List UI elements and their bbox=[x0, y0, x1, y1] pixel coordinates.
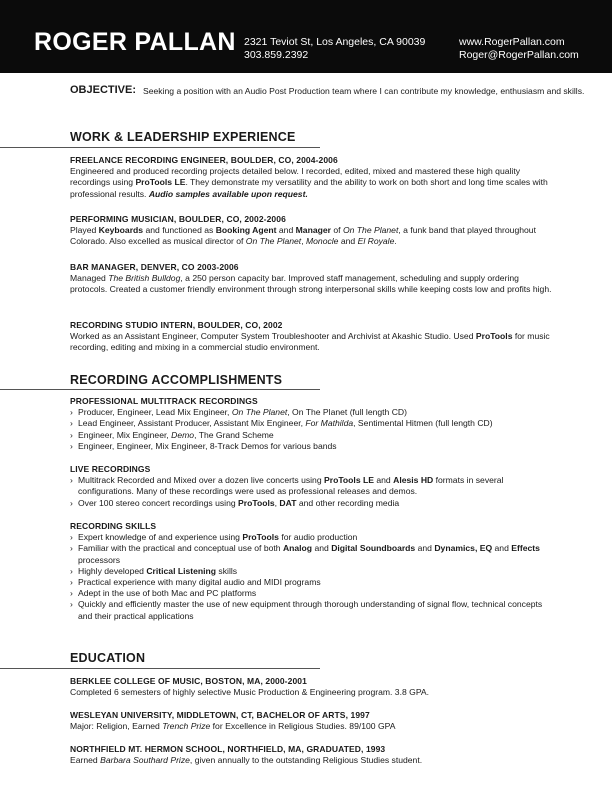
list-item: › Practical experience with many digital audio and MIDI programs bbox=[70, 577, 552, 588]
contact-web-block bbox=[459, 36, 579, 62]
text: ProTools bbox=[238, 497, 275, 508]
list-item: › Quickly and efficiently master the use of new equipment through thorough understanding of signal flow, technical concepts and their practical applications bbox=[70, 599, 552, 621]
text: and bbox=[492, 543, 512, 554]
text: Earned bbox=[70, 755, 101, 766]
list-item bbox=[70, 441, 552, 452]
list-item bbox=[70, 430, 552, 441]
text: Engineer, Mix Engineer, bbox=[78, 429, 172, 440]
text: . bbox=[394, 236, 397, 247]
text: Alesis HD bbox=[393, 475, 434, 486]
text: Keyboards bbox=[98, 225, 144, 236]
text: On The Planet bbox=[342, 225, 399, 236]
job-description bbox=[70, 273, 552, 295]
job-description bbox=[70, 225, 552, 247]
text: , bbox=[274, 497, 280, 508]
text: skills bbox=[216, 565, 238, 576]
section-heading-accomplishments: RECORDING ACCOMPLISHMENTS bbox=[70, 373, 283, 387]
list-item bbox=[70, 418, 552, 429]
text: Booking Agent bbox=[215, 225, 277, 236]
website-link[interactable]: www.RogerPallan.com bbox=[459, 36, 565, 48]
text: Critical Listening bbox=[146, 565, 217, 576]
job-description bbox=[70, 331, 552, 353]
text: ProTools bbox=[242, 532, 279, 543]
list-item bbox=[70, 475, 552, 497]
multitrack-list bbox=[70, 407, 552, 452]
text: Dynamics, EQ bbox=[434, 543, 493, 554]
text: Analog bbox=[282, 543, 313, 554]
section-heading-education: EDUCATION bbox=[70, 651, 146, 665]
list-item bbox=[70, 407, 552, 418]
text: Manager bbox=[295, 225, 331, 236]
text: Managed bbox=[70, 273, 109, 284]
text: Demo bbox=[171, 429, 195, 440]
text: Worked as an Assistant Engineer, Computer System Troubleshooter and Archivist at Akashic Studio. Used bbox=[70, 331, 476, 342]
text: for audio production bbox=[278, 532, 358, 543]
text: Trench Prize bbox=[162, 721, 211, 732]
objective bbox=[70, 86, 590, 98]
job-title: PERFORMING MUSICIAN, BOULDER, CO, 2002-2006 bbox=[70, 214, 286, 224]
text: ProTools LE bbox=[324, 475, 374, 486]
school-berklee bbox=[70, 676, 552, 698]
section-divider bbox=[0, 668, 320, 669]
live-list bbox=[70, 475, 552, 509]
text: , Sentimental Hitmen (full length CD) bbox=[353, 418, 493, 429]
text: formats in several configurations. Many of these recordings were used as professional releases and demos. bbox=[78, 475, 504, 497]
list-item bbox=[70, 543, 552, 565]
text: El Royale bbox=[357, 236, 395, 247]
text: Multitrack Recorded and Mixed over a dozen live concerts using bbox=[78, 475, 324, 486]
text: ProTools LE bbox=[135, 177, 186, 188]
text: , a funk band that played throughout Colorado. Also excelled as musical director of bbox=[70, 225, 536, 247]
text: and bbox=[338, 236, 358, 247]
list-item: › Adept in the use of both Mac and PC platforms bbox=[70, 588, 552, 599]
school-description bbox=[70, 755, 552, 766]
text: , given annually to the outstanding Religious Studies student. bbox=[189, 755, 423, 766]
contact-address-block bbox=[244, 36, 425, 62]
text: Over 100 stereo concert recordings using bbox=[78, 497, 239, 508]
section-heading-work: WORK & LEADERSHIP EXPERIENCE bbox=[70, 130, 296, 144]
subsection-title: LIVE RECORDINGS bbox=[70, 464, 151, 474]
text: for music recording, editing and mixing in a commercial studio environment. bbox=[70, 331, 550, 353]
text: Effects bbox=[511, 543, 540, 554]
text: , bbox=[301, 236, 306, 247]
text: and bbox=[312, 543, 332, 554]
objective-label: OBJECTIVE: bbox=[70, 84, 137, 96]
job-performing-musician bbox=[70, 214, 552, 248]
text: Engineered and produced recording projects detailed below. I recorded, edited, mixed and mastered these high quality recordings using bbox=[70, 166, 521, 188]
text: , On The Planet (full length CD) bbox=[287, 407, 407, 418]
text: Expert knowledge of and experience using bbox=[78, 532, 243, 543]
text: and functioned as bbox=[143, 225, 216, 236]
text: of bbox=[330, 225, 343, 236]
subsection-title: RECORDING SKILLS bbox=[70, 521, 157, 531]
school-description bbox=[70, 721, 552, 732]
text: DAT bbox=[279, 497, 297, 508]
section-divider bbox=[0, 147, 320, 148]
job-title: RECORDING STUDIO INTERN, BOULDER, CO, 2002 bbox=[70, 320, 283, 330]
text: For Mathilda bbox=[305, 418, 354, 429]
skills-list bbox=[70, 532, 552, 622]
school-wesleyan bbox=[70, 710, 552, 732]
text: Digital Soundboards bbox=[331, 543, 416, 554]
job-bar-manager bbox=[70, 262, 552, 296]
text: and bbox=[415, 543, 435, 554]
section-divider bbox=[0, 389, 320, 390]
job-description bbox=[70, 166, 552, 200]
text: for Excellence in Religious Studies. 89/100 GPA bbox=[210, 721, 396, 732]
subsection-title: PROFESSIONAL MULTITRACK RECORDINGS bbox=[70, 396, 258, 406]
live-recordings bbox=[70, 464, 552, 509]
school-description: Completed 6 semesters of highly selective Music Production & Engineering program. 3.8 GPA. bbox=[70, 687, 430, 698]
text: On The Planet bbox=[245, 236, 302, 247]
text: Lead Engineer, Assistant Producer, Assistant Mix Engineer, bbox=[78, 418, 306, 429]
text: Highly developed bbox=[78, 565, 147, 576]
text: and other recording media bbox=[296, 497, 400, 508]
objective-text: Seeking a position with an Audio Post Production team where I can contribute my knowledge, enthusiasm and skills. bbox=[143, 86, 585, 96]
multitrack-recordings bbox=[70, 396, 552, 452]
job-title: BAR MANAGER, DENVER, CO 2003-2006 bbox=[70, 262, 239, 272]
text: . They demonstrate my versatility and the ability to work on both short and long time scales with professional results. bbox=[70, 177, 548, 199]
list-item bbox=[70, 498, 552, 509]
text: Producer, Engineer, Lead Mix Engineer, bbox=[78, 407, 232, 418]
text: Played bbox=[70, 225, 99, 236]
job-title: FREELANCE RECORDING ENGINEER, BOULDER, CO, 2004-2006 bbox=[70, 155, 338, 165]
text: Barbara Southard Prize bbox=[100, 755, 190, 766]
school-title: NORTHFIELD MT. HERMON SCHOOL, NORTHFIELD, MA, GRADUATED, 1993 bbox=[70, 744, 386, 754]
text: , a 250 person capacity bar. Improved staff management, scheduling and supply ordering protocols. Created a customer friendly environment through strong interpersonal skills while keeping costs low and profits high. bbox=[70, 273, 552, 295]
text: Audio samples available upon request. bbox=[148, 188, 308, 199]
text: and bbox=[276, 225, 296, 236]
text: On The Planet bbox=[231, 407, 288, 418]
text: Major: Religion, Earned bbox=[70, 721, 163, 732]
text: Monocle bbox=[305, 236, 339, 247]
email-link[interactable]: Roger@RogerPallan.com bbox=[459, 49, 579, 61]
candidate-name: ROGER PALLAN bbox=[34, 28, 236, 56]
address: 2321 Teviot St, Los Angeles, CA 90039 bbox=[244, 36, 426, 48]
job-studio-intern bbox=[70, 320, 552, 354]
text: processors bbox=[78, 554, 121, 565]
recording-skills bbox=[70, 521, 552, 622]
text: Engineer, Engineer, Mix Engineer, 8-Track Demos for various bands bbox=[78, 440, 337, 451]
job-freelance-engineer bbox=[70, 155, 552, 200]
phone: 303.859.2392 bbox=[244, 49, 309, 61]
school-northfield bbox=[70, 744, 552, 766]
text: ProTools bbox=[475, 331, 513, 342]
text: and bbox=[373, 475, 394, 486]
header-bar bbox=[0, 0, 612, 73]
text: The British Bulldog bbox=[108, 273, 181, 284]
school-title: WESLEYAN UNIVERSITY, MIDDLETOWN, CT, BACHELOR OF ARTS, 1997 bbox=[70, 710, 370, 720]
list-item bbox=[70, 532, 552, 543]
school-title: BERKLEE COLLEGE OF MUSIC, BOSTON, MA, 2000-2001 bbox=[70, 676, 307, 686]
text: , The Grand Scheme bbox=[194, 429, 274, 440]
list-item bbox=[70, 566, 552, 577]
text: Familiar with the practical and conceptual use of both bbox=[78, 543, 283, 554]
